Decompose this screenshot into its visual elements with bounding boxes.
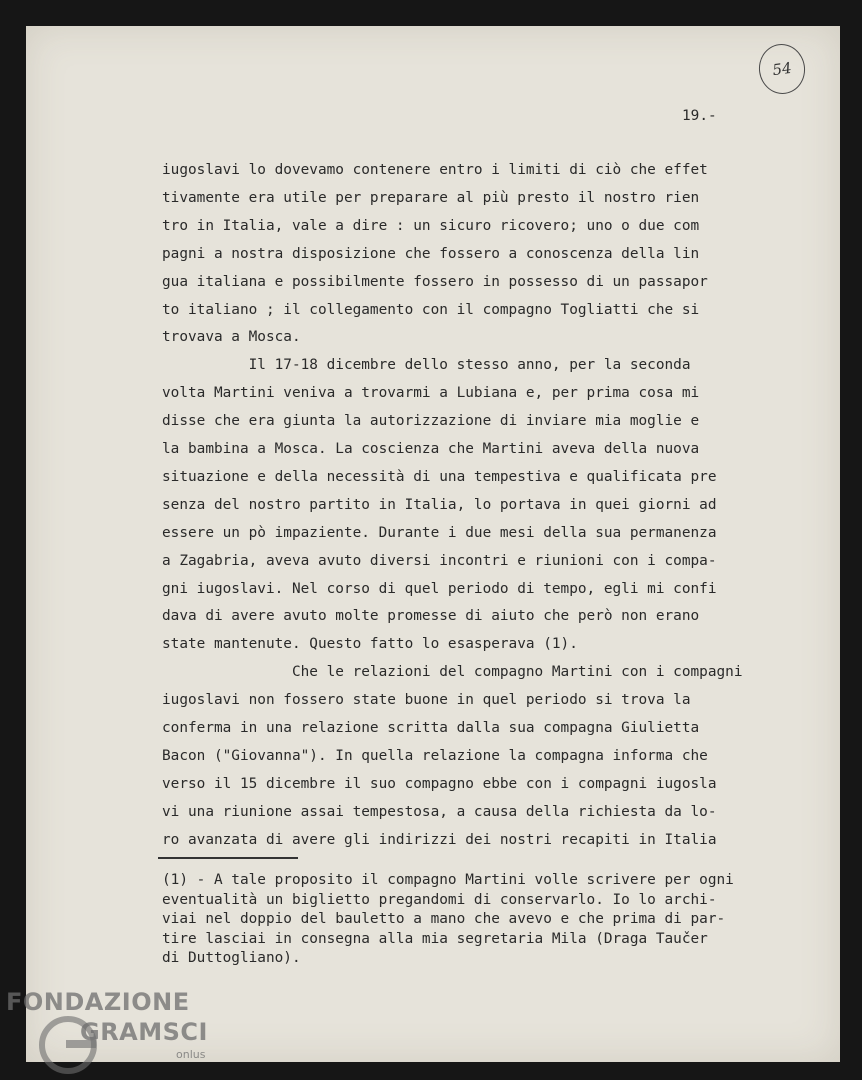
body-line: iugoslavi non fossero state buone in quel periodo si trova la: [162, 692, 691, 709]
body-line: Il 17-18 dicembre dello stesso anno, per la seconda: [162, 357, 691, 374]
body-line: gua italiana e possibilmente fossero in possesso di un passapor: [162, 273, 708, 290]
body-line: state mantenute. Questo fatto lo esasperava (1).: [162, 636, 578, 653]
body-line: iugoslavi lo dovevamo contenere entro i limiti di ciò che effet: [162, 162, 708, 178]
body-line: tro in Italia, vale a dire : un sicuro ricovero; uno o due com: [162, 217, 700, 234]
footnote-line: di Duttogliano).: [162, 950, 301, 966]
body-line: senza del nostro partito in Italia, lo portava in quei giorni ad: [162, 496, 717, 513]
footnote-line: tire lasciai in consegna alla mia segretaria Mila (Draga Taučer: [162, 930, 708, 947]
fondazione-gramsci-watermark: [6, 988, 226, 1080]
body-line: essere un pò impaziente. Durante i due mesi della sua permanenza: [162, 524, 717, 541]
body-line: la bambina a Mosca. La coscienza che Martini aveva della nuova: [162, 441, 700, 457]
page-number: 19.-: [682, 108, 717, 124]
body-line: a Zagabria, aveva avuto diversi incontri e riunioni con i compa-: [162, 552, 717, 569]
watermark-line-1: FONDAZIONE: [6, 988, 190, 1016]
body-line: gni iugoslavi. Nel corso di quel periodo di tempo, egli mi confi: [162, 580, 717, 597]
body-line: volta Martini veniva a trovarmi a Lubiana e, per prima cosa mi: [162, 385, 700, 402]
watermark-line-2: GRAMSCI: [80, 1018, 208, 1046]
footnote-separator: [158, 857, 298, 859]
body-line: pagni a nostra disposizione che fossero a conoscenza della lin: [162, 245, 700, 262]
body-line: vi una riunione assai tempestosa, a causa della richiesta da lo-: [162, 803, 717, 820]
body-line: tivamente era utile per preparare al più presto il nostro rien: [162, 189, 700, 206]
archive-number-text: 54: [771, 58, 793, 80]
document-page: [26, 26, 840, 1062]
body-line: dava di avere avuto molte promesse di aiuto che però non erano: [162, 608, 700, 625]
body-line: disse che era giunta la autorizzazione di inviare mia moglie e: [162, 413, 700, 430]
body-line: ro avanzata di avere gli indirizzi dei nostri recapiti in Italia: [162, 831, 717, 848]
archive-page-number-circled: [756, 41, 809, 97]
footnote-line: (1) - A tale proposito il compagno Martini volle scrivere per ogni: [162, 872, 734, 888]
footnote-line: eventualità un biglietto pregandomi di conservarlo. Io lo archi-: [162, 891, 717, 908]
body-line: Bacon ("Giovanna"). In quella relazione la compagna informa che: [162, 747, 708, 764]
body-line: conferma in una relazione scritta dalla sua compagna Giulietta: [162, 720, 700, 736]
body-line: trovava a Mosca.: [162, 329, 301, 346]
body-line: situazione e della necessità di una tempestiva e qualificata pre: [162, 468, 717, 485]
watermark-line-3: onlus: [176, 1048, 206, 1061]
body-line: to italiano ; il collegamento con il compagno Togliatti che si: [162, 301, 700, 318]
footnote-line: viai nel doppio del bauletto a mano che avevo e che prima di par-: [162, 911, 726, 927]
body-line: Che le relazioni del compagno Martini con i compagni: [162, 664, 743, 681]
body-line: verso il 15 dicembre il suo compagno ebbe con i compagni iugosla: [162, 775, 717, 792]
